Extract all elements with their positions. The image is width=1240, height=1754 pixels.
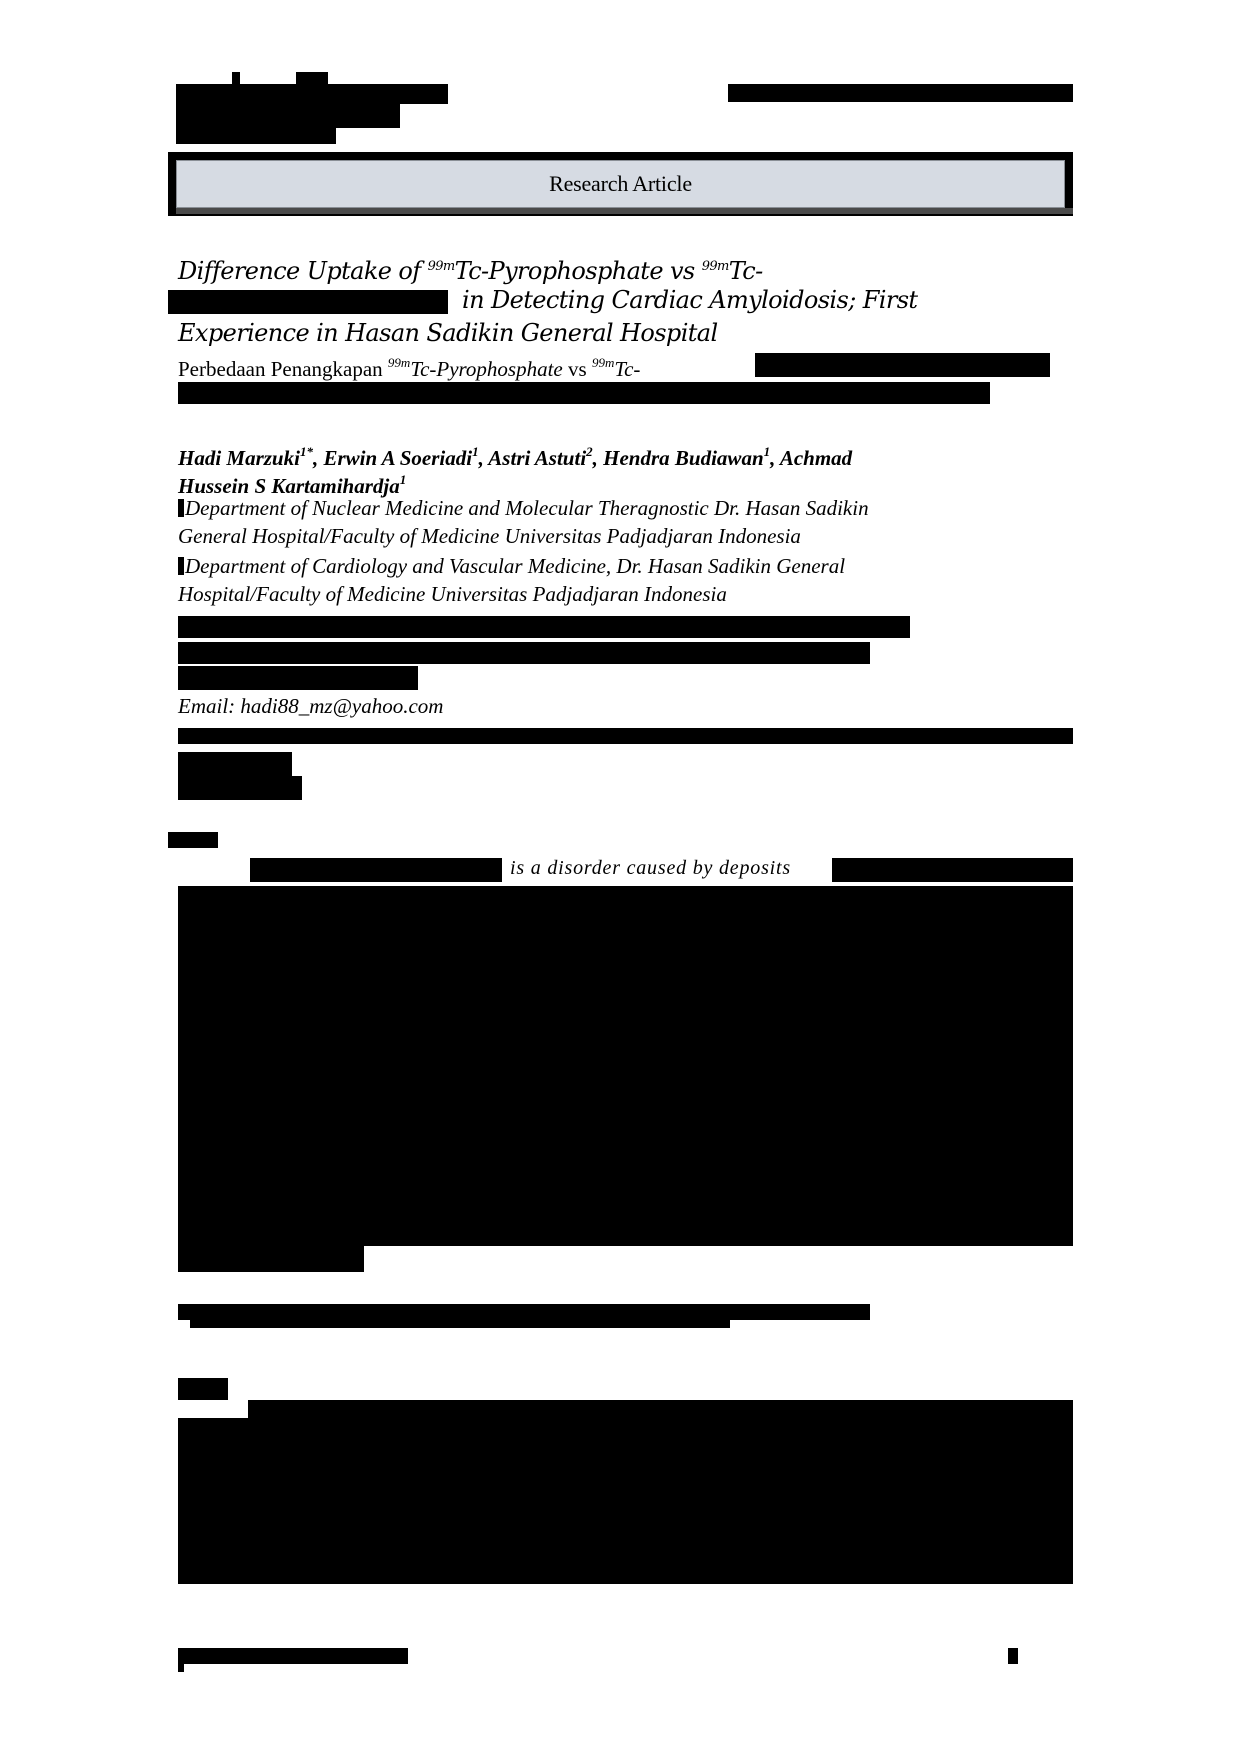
affiliation-marker xyxy=(178,557,184,575)
journal-info-redacted-row1-ticks xyxy=(296,72,328,84)
affiliation-1-line2: General Hospital/Faculty of Medicine Universitas Padjadjaran Indonesia xyxy=(178,524,801,548)
title-redacted-segment xyxy=(168,290,448,314)
footer-citation-redacted xyxy=(178,1648,408,1664)
abstract-body-last-line xyxy=(178,1246,364,1272)
author-list-line2: Hussein S Kartamihardja$^1$ xyxy=(178,472,407,498)
abstract-heading-redacted xyxy=(168,832,218,848)
journal-info-redacted-row2 xyxy=(176,104,400,128)
journal-info-redacted-row1 xyxy=(176,84,448,104)
affiliation-marker xyxy=(178,499,184,517)
correspondence-redacted-line3 xyxy=(178,666,418,690)
affiliation-2-line2: Hospital/Faculty of Medicine Universitas Padjadjaran Indonesia xyxy=(178,582,727,606)
correspondence-redacted-line2 xyxy=(178,642,870,664)
submission-dates-redacted xyxy=(178,728,1073,744)
article-type-banner-shadow xyxy=(176,208,1073,214)
author-list-line1: Hadi Marzuki$^{1*}$, Erwin A Soeriadi$^1$, Astri Astuti$^2$, Hendra Budiawan$^1$, Achmad xyxy=(178,444,853,470)
article-subtitle-indonesian: Perbedaan Penangkapan $^{99m}$Tc-Pyrophosphate vs $^{99m}$Tc- xyxy=(178,355,641,381)
correspondence-redacted-line1 xyxy=(178,616,910,638)
article-title-line1: Difference Uptake of $^{99m}$Tc-Pyrophosphate vs $^{99m}$Tc- xyxy=(178,257,763,285)
article-meta-redacted-2 xyxy=(178,776,302,800)
affiliation-1 xyxy=(178,494,869,550)
footer-citation-redacted-ticks xyxy=(178,1664,184,1672)
article-title-line2: in Detecting Cardiac Amyloidosis; First xyxy=(462,286,918,314)
abstract-visible-snippet: is a disorder caused by deposits xyxy=(510,857,791,879)
subtitle-redacted-segment2 xyxy=(178,382,990,404)
journal-info-redacted-row3 xyxy=(176,128,336,144)
abstract-body-redacted xyxy=(178,886,1073,1246)
article-type-banner xyxy=(176,160,1065,208)
keywords-redacted-tail xyxy=(190,1320,730,1328)
affiliation-2-line1: Department of Cardiology and Vascular Medicine, Dr. Hasan Sadikin General xyxy=(178,552,845,580)
article-title-line3: Experience in Hasan Sadikin General Hospital xyxy=(178,319,718,347)
affiliation-2 xyxy=(178,552,845,608)
journal-info-redacted-row1-ticks xyxy=(232,72,240,84)
affiliation-1-line1: Department of Nuclear Medicine and Molecular Theragnostic Dr. Hasan Sadikin xyxy=(178,494,869,522)
introduction-body-redacted xyxy=(178,1400,1073,1584)
corresponding-email: Email: hadi88_mz@yahoo.com xyxy=(178,694,444,718)
journal-url-redacted xyxy=(728,84,1073,102)
abstract-line1-redacted-left xyxy=(250,858,502,882)
introduction-heading-redacted xyxy=(178,1378,228,1402)
subtitle-redacted-segment1 xyxy=(755,353,1050,377)
article-type-label: Research Article xyxy=(549,171,692,196)
page-number-redacted xyxy=(1008,1648,1018,1664)
abstract-line1-redacted-right xyxy=(832,858,1073,882)
introduction-body-first-indent xyxy=(178,1400,248,1418)
keywords-redacted xyxy=(178,1304,870,1320)
